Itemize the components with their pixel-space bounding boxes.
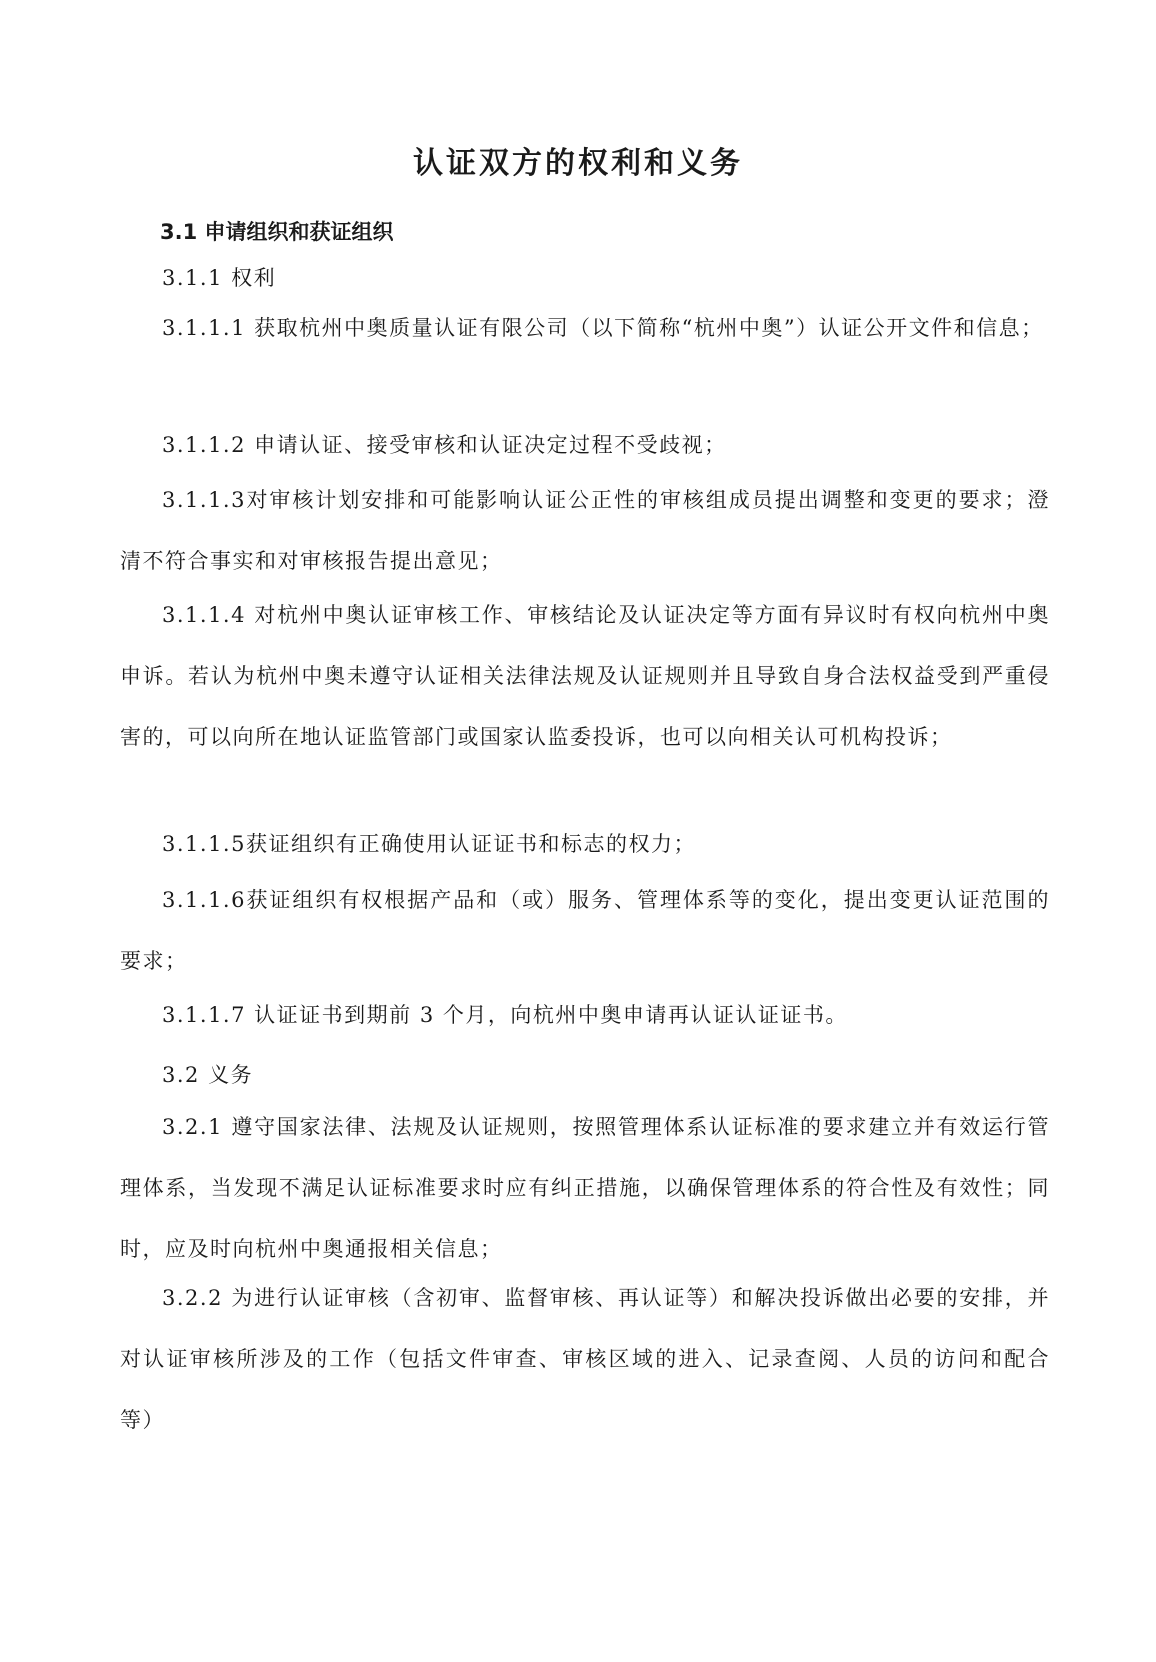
paragraph-3-2-2: 3.2.2 为进行认证审核（含初审、监督审核、再认证等）和解决投诉做出必要的安排，并对认证审核所涉及的工作（包括文件审查、审核区域的进入、记录查阅、人员的访问和配合等） [120,1286,1050,1432]
paragraph-3-1-1-4: 3.1.1.4 对杭州中奥认证审核工作、审核结论及认证决定等方面有异议时有权向杭州中奥申诉。若认为杭州中奥未遵守认证相关法律法规及认证规则并且导致自身合法权益受到严重侵害的，可以向所在地认证监管部门或国家认监委投诉，也可以向相关认可机构投诉； [120,603,1050,749]
section-heading-3-1: 3.1 申请组织和获证组织 [160,220,394,244]
paragraph-3-1-1-1: 3.1.1.1 获取杭州中奥质量认证有限公司（以下简称“杭州中奥”）认证公开文件和信息； [162,316,1044,340]
paragraph-3-1-1-5: 3.1.1.5获证组织有正确使用认证证书和标志的权力； [162,832,696,856]
paragraph-3-1-1-2: 3.1.1.2 申请认证、接受审核和认证决定过程不受歧视； [162,433,727,457]
page-title: 认证双方的权利和义务 [413,146,743,181]
paragraph-3-1-1-3: 3.1.1.3对审核计划安排和可能影响认证公正性的审核组成员提出调整和变更的要求；澄清不符合事实和对审核报告提出意见； [120,488,1050,573]
section-heading-3-2: 3.2 义务 [162,1063,254,1087]
paragraph-3-2-1: 3.2.1 遵守国家法律、法规及认证规则，按照管理体系认证标准的要求建立并有效运行管理体系，当发现不满足认证标准要求时应有纠正措施，以确保管理体系的符合性及有效性；同时，应及时向杭州中奥通报相关信息； [120,1115,1050,1261]
paragraph-3-1-1-7: 3.1.1.7 认证证书到期前 3 个月，向杭州中奥申请再认证认证证书。 [162,1003,848,1027]
paragraph-3-1-1-6: 3.1.1.6获证组织有权根据产品和（或）服务、管理体系等的变化，提出变更认证范围的要求； [120,888,1050,973]
subsection-heading-rights: 3.1.1 权利 [162,266,277,290]
